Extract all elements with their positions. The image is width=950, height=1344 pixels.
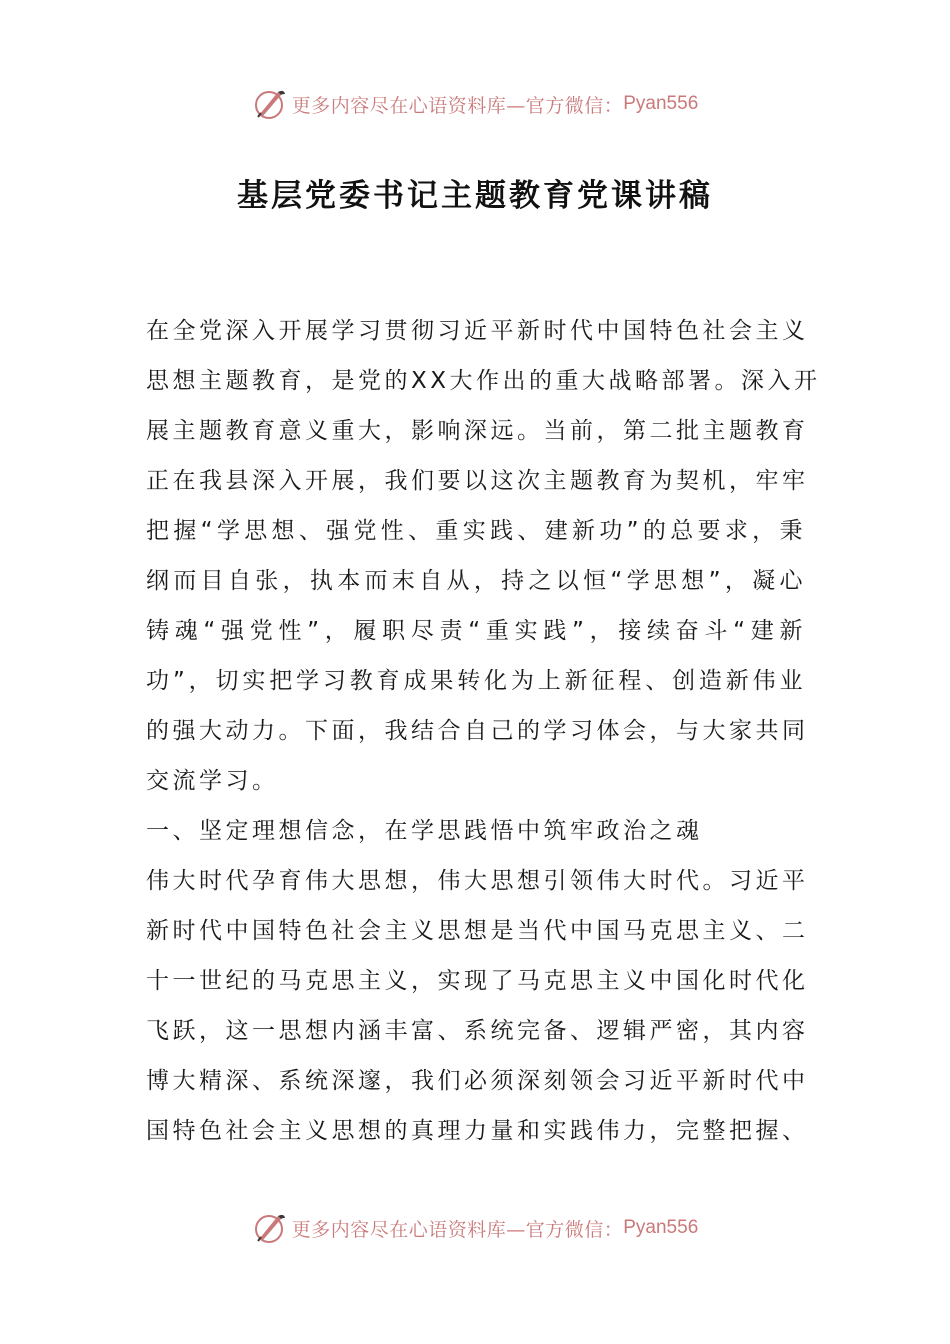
header-wechat-id: Pyan556 <box>623 93 699 114</box>
text-line: 把握“学思想、强党性、重实践、建新功”的总要求，秉 <box>146 518 806 544</box>
document-title: 基层党委书记主题教育党课讲稿 <box>237 178 713 214</box>
text-line: 展主题教育意义重大，影响深远。当前，第二批主题教育 <box>146 418 809 444</box>
footer-wechat-id: Pyan556 <box>623 1217 699 1238</box>
text-line: 功”，切实把学习教育成果转化为上新征程、创造新伟业 <box>146 668 806 694</box>
text-line: 新时代中国特色社会主义思想是当代中国马克思主义、二 <box>146 918 809 944</box>
header-banner <box>0 84 950 124</box>
paragraph-intro <box>146 306 821 806</box>
paragraph-section1 <box>146 856 809 1156</box>
footer-banner-text: 更多内容尽在心语资料库—官方微信： <box>291 1218 624 1241</box>
text-line: 交流学习。 <box>146 768 279 794</box>
text-line: 的强大动力。下面，我结合自己的学习体会，与大家共同 <box>146 718 809 744</box>
text-line: 正在我县深入开展，我们要以这次主题教育为契机，牢牢 <box>146 468 809 494</box>
text-line: 十一世纪的马克思主义，实现了马克思主义中国化时代化 <box>146 968 809 994</box>
document-body <box>146 306 821 1156</box>
text-line: 飞跃，这一思想内涵丰富、系统完备、逻辑严密，其内容 <box>146 1018 809 1044</box>
section-heading-text: 一、坚定理想信念，在学思践悟中筑牢政治之魂 <box>146 818 703 844</box>
quill-logo-icon <box>252 1210 288 1246</box>
text-line: 伟大时代孕育伟大思想，伟大思想引领伟大时代。习近平 <box>146 868 809 894</box>
text-line: 纲而目自张，执本而末自从，持之以恒“学思想”，凝心 <box>146 568 806 594</box>
text-line: 铸魂“强党性”，履职尽责“重实践”，接续奋斗“建新 <box>146 618 806 644</box>
quill-logo-icon <box>252 86 288 122</box>
header-banner-text: 更多内容尽在心语资料库—官方微信： <box>291 94 624 117</box>
text-line: 国特色社会主义思想的真理力量和实践伟力，完整把握、 <box>146 1118 809 1144</box>
text-line: 思想主题教育，是党的XX大作出的重大战略部署。深入开 <box>146 368 821 394</box>
text-line: 在全党深入开展学习贯彻习近平新时代中国特色社会主义 <box>146 318 809 344</box>
footer-banner <box>0 1208 950 1248</box>
text-line: 博大精深、系统深邃，我们必须深刻领会习近平新时代中 <box>146 1068 809 1094</box>
section-heading-1 <box>146 806 806 856</box>
